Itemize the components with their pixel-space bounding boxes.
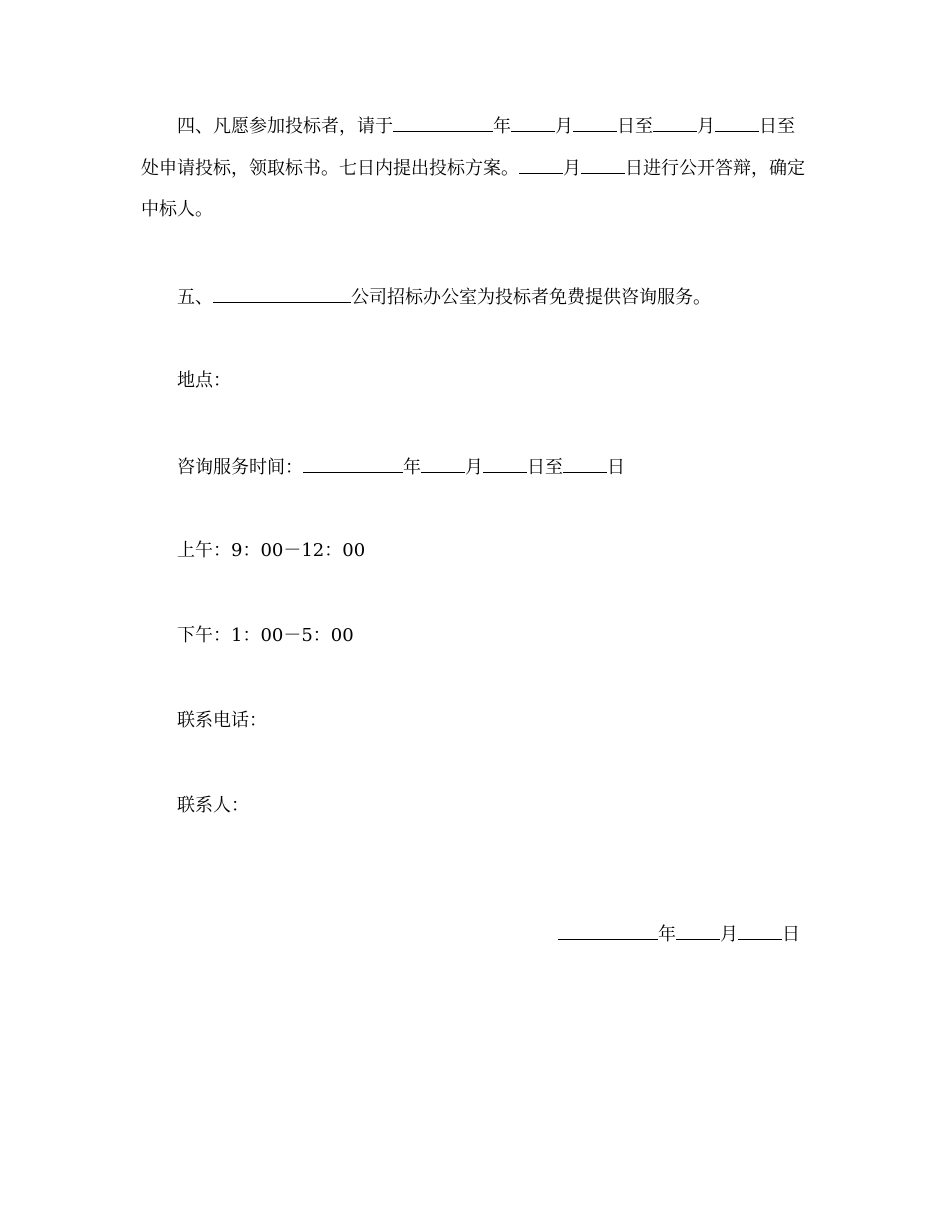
section5-number: 五、 <box>177 287 213 308</box>
section4-apply-text: 处申请投标，领取标书。七日内提出投标方案。 <box>141 158 519 179</box>
year-blank <box>303 454 403 473</box>
afternoon-hours: 下午：1：00－5：00 <box>177 625 354 646</box>
day-blank <box>581 155 625 174</box>
location-label: 地点： <box>177 370 231 391</box>
month-blank <box>676 921 720 940</box>
location-line <box>177 369 231 393</box>
section4-winner-text: 中标人。 <box>141 199 213 220</box>
day-blank <box>483 454 527 473</box>
year-label: 年 <box>493 116 511 137</box>
year-blank <box>393 113 493 132</box>
afternoon-hours-line <box>177 624 354 648</box>
day-blank <box>573 113 617 132</box>
month-blank <box>511 113 555 132</box>
signature-date-line <box>558 921 800 947</box>
company-name-blank <box>213 284 351 303</box>
month-blank <box>653 113 697 132</box>
day-blank <box>563 454 607 473</box>
section4-line3 <box>141 198 213 222</box>
month-blank <box>519 155 563 174</box>
section4-intro-text: 四、凡愿参加投标者，请于 <box>177 116 393 137</box>
section4-line2 <box>141 155 805 181</box>
day-to-label: 日至 <box>759 116 795 137</box>
day-to-label: 日至 <box>617 116 653 137</box>
day-to-label: 日至 <box>527 457 563 478</box>
month-label: 月 <box>465 457 483 478</box>
day-label: 日 <box>782 924 800 945</box>
day-blank <box>715 113 759 132</box>
section4-defense-text: 日进行公开答辩，确定 <box>625 158 805 179</box>
consult-time-line <box>177 454 625 480</box>
phone-line <box>177 709 267 733</box>
morning-hours-line <box>177 539 365 563</box>
month-label: 月 <box>697 116 715 137</box>
phone-label: 联系电话： <box>177 710 267 731</box>
day-label: 日 <box>607 457 625 478</box>
month-label: 月 <box>563 158 581 179</box>
section5-text: 公司招标办公室为投标者免费提供咨询服务。 <box>351 287 711 308</box>
year-label: 年 <box>403 457 421 478</box>
day-blank <box>738 921 782 940</box>
contact-label: 联系人： <box>177 795 249 816</box>
morning-hours: 上午：9：00－12：00 <box>177 540 366 561</box>
contact-line <box>177 794 249 818</box>
consult-time-label: 咨询服务时间： <box>177 457 303 478</box>
year-label: 年 <box>658 924 676 945</box>
month-label: 月 <box>555 116 573 137</box>
year-blank <box>558 921 658 940</box>
month-blank <box>421 454 465 473</box>
section5-line <box>177 284 711 310</box>
section4-line1 <box>177 113 795 139</box>
month-label: 月 <box>720 924 738 945</box>
